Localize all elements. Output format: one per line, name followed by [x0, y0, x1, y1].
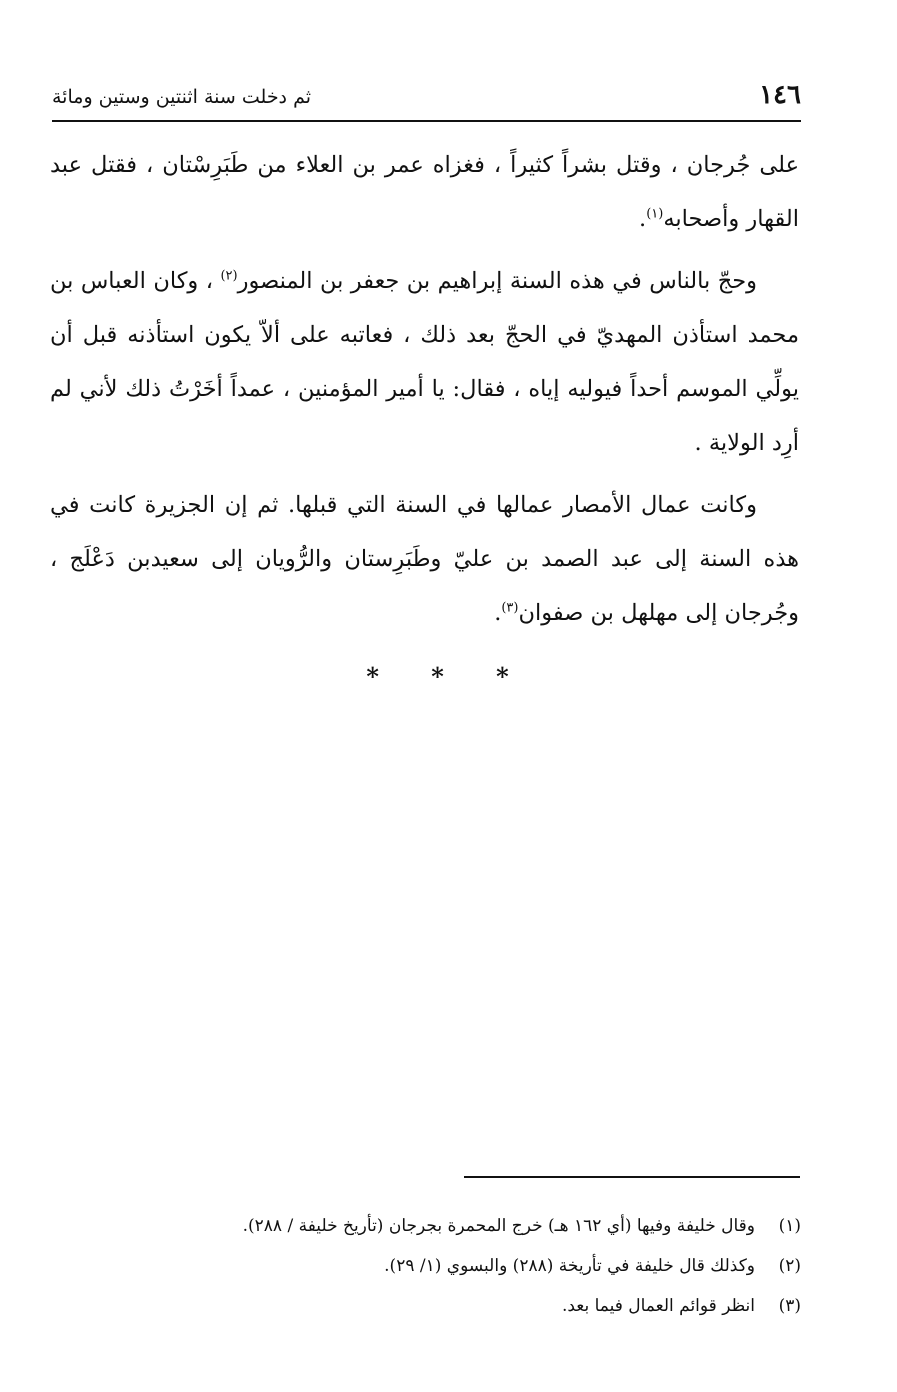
section-divider: * * * — [366, 662, 531, 691]
footnote-rule — [464, 1176, 800, 1178]
footnote-ref-3[interactable]: (٣) — [501, 600, 519, 616]
main-text — [50, 138, 799, 648]
footnote-marker: (١) — [778, 1216, 801, 1236]
paragraph-1 — [50, 138, 799, 246]
paragraph-2 — [50, 254, 799, 470]
footnote-1 — [110, 1208, 801, 1248]
header-rule — [52, 120, 801, 122]
page-header — [52, 78, 801, 118]
paragraph-2-part-2: ، وكان العباس بن محمد استأذن المهديّ في الحجّ بعد ذلك ، فعاتبه على ألاّ يكون استأذنه قبل أن يولِّي الموسم أحداً فيوليه إياه ، فقال: يا أمير المؤمنين ، عمداً أخَرْتُ ذلك لأني لم أرِد الولاية . — [50, 268, 799, 456]
footnote-marker: (٣) — [778, 1296, 801, 1316]
paragraph-3 — [50, 478, 799, 640]
page-number: ١٤٦ — [759, 80, 801, 110]
running-title: ثم دخلت سنة اثنتين وستين ومائة — [52, 86, 311, 108]
footnote-ref-2[interactable]: (٢) — [220, 268, 238, 284]
footnote-marker: (٢) — [778, 1256, 801, 1276]
footnote-ref-1[interactable]: (١) — [646, 206, 664, 222]
paragraph-3-end: . — [494, 600, 502, 626]
paragraph-1-end: . — [639, 206, 647, 232]
footnote-2 — [110, 1248, 801, 1288]
paragraph-1-line-2: عبد القهار وأصحابه — [50, 152, 799, 232]
paragraph-3-part-1: وكانت عمال الأمصار عمالها في السنة التي قبلها. ثم إن الجزيرة كانت في هذه السنة إلى عبد الصمد بن عليّ وطَبَرِستان والرُّويان إلى سعيدبن دَعْلَج ، وجُرجان إلى مهلهل بن صفوان — [50, 492, 799, 626]
footnotes — [110, 1208, 801, 1328]
footnote-text: وكذلك قال خليفة في تأريخة (٢٨٨) والبسوي (١/ ٢٩). — [384, 1256, 755, 1276]
footnote-text: انظر قوائم العمال فيما بعد. — [561, 1296, 755, 1316]
paragraph-1-line-1: على جُرجان ، وقتل بشراً كثيراً ، فغزاه عمر بن العلاء من طَبَرِسْتان ، فقتل — [91, 152, 799, 178]
footnote-text: وقال خليفة وفيها (أي ١٦٢ هـ) خرج المحمرة بجرجان (تأريخ خليفة / ٢٨٨). — [242, 1216, 755, 1236]
footnote-3 — [110, 1288, 801, 1328]
paragraph-2-part-1: وحجّ بالناس في هذه السنة إبراهيم بن جعفر بن المنصور — [237, 268, 758, 294]
